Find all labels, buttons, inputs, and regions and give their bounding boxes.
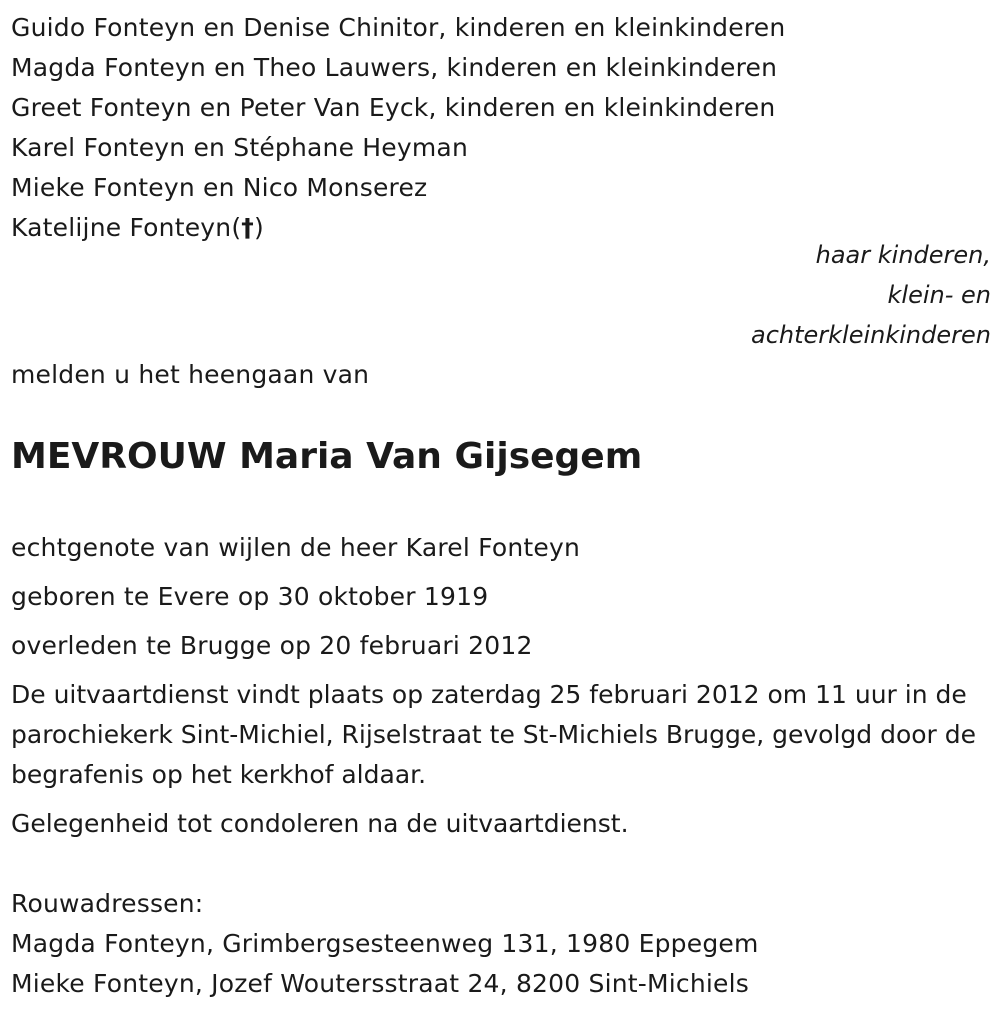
address-line: Mieke Fonteyn, Jozef Woutersstraat 24, 8200 Sint-Michiels xyxy=(11,969,750,998)
addresses-heading: Rouwadressen: xyxy=(11,889,204,918)
family-line: Greet Fonteyn en Peter Van Eyck, kinderen en kleinkinderen xyxy=(11,93,776,122)
family-line: Magda Fonteyn en Theo Lauwers, kinderen en kleinkinderen xyxy=(11,53,778,82)
addresses-block xyxy=(11,884,991,1004)
relation-line: klein- en xyxy=(887,281,991,309)
family-line: Mieke Fonteyn en Nico Monserez xyxy=(11,173,428,202)
fact-line: geboren te Evere op 30 oktober 1919 xyxy=(11,582,489,611)
closing-paren: ) xyxy=(253,213,264,242)
condolence-paragraph: Gelegenheid tot condoleren na de uitvaartdienst. xyxy=(11,809,629,838)
fact-line: overleden te Brugge op 20 februari 2012 xyxy=(11,631,533,660)
relation-line: haar kinderen, xyxy=(815,241,991,269)
cross-icon: † xyxy=(241,213,254,242)
facts-block xyxy=(11,528,991,666)
death-notice xyxy=(11,8,991,1004)
fact-line: echtgenote van wijlen de heer Karel Fonteyn xyxy=(11,533,581,562)
deceased-name: MEVROUW Maria Van Gijsegem xyxy=(11,436,643,477)
address-line: Magda Fonteyn, Grimbergsesteenweg 131, 1980 Eppegem xyxy=(11,929,759,958)
family-list xyxy=(11,8,991,248)
funeral-paragraph: De uitvaartdienst vindt plaats op zaterdag 25 februari 2012 om 11 uur in de parochiekerk Sint-Michiel, Rijselstraat te St-Michiels Brugge, gevolgd door de begrafenis op het kerkhof aldaar. xyxy=(11,680,977,789)
relation-block xyxy=(11,235,991,355)
family-line: Guido Fonteyn en Denise Chinitor, kinderen en kleinkinderen xyxy=(11,13,786,42)
family-name: Katelijne Fonteyn( xyxy=(11,213,242,242)
intro-text: melden u het heengaan van xyxy=(11,360,370,389)
family-line: Karel Fonteyn en Stéphane Heyman xyxy=(11,133,468,162)
relation-line: achterkleinkinderen xyxy=(751,321,991,349)
